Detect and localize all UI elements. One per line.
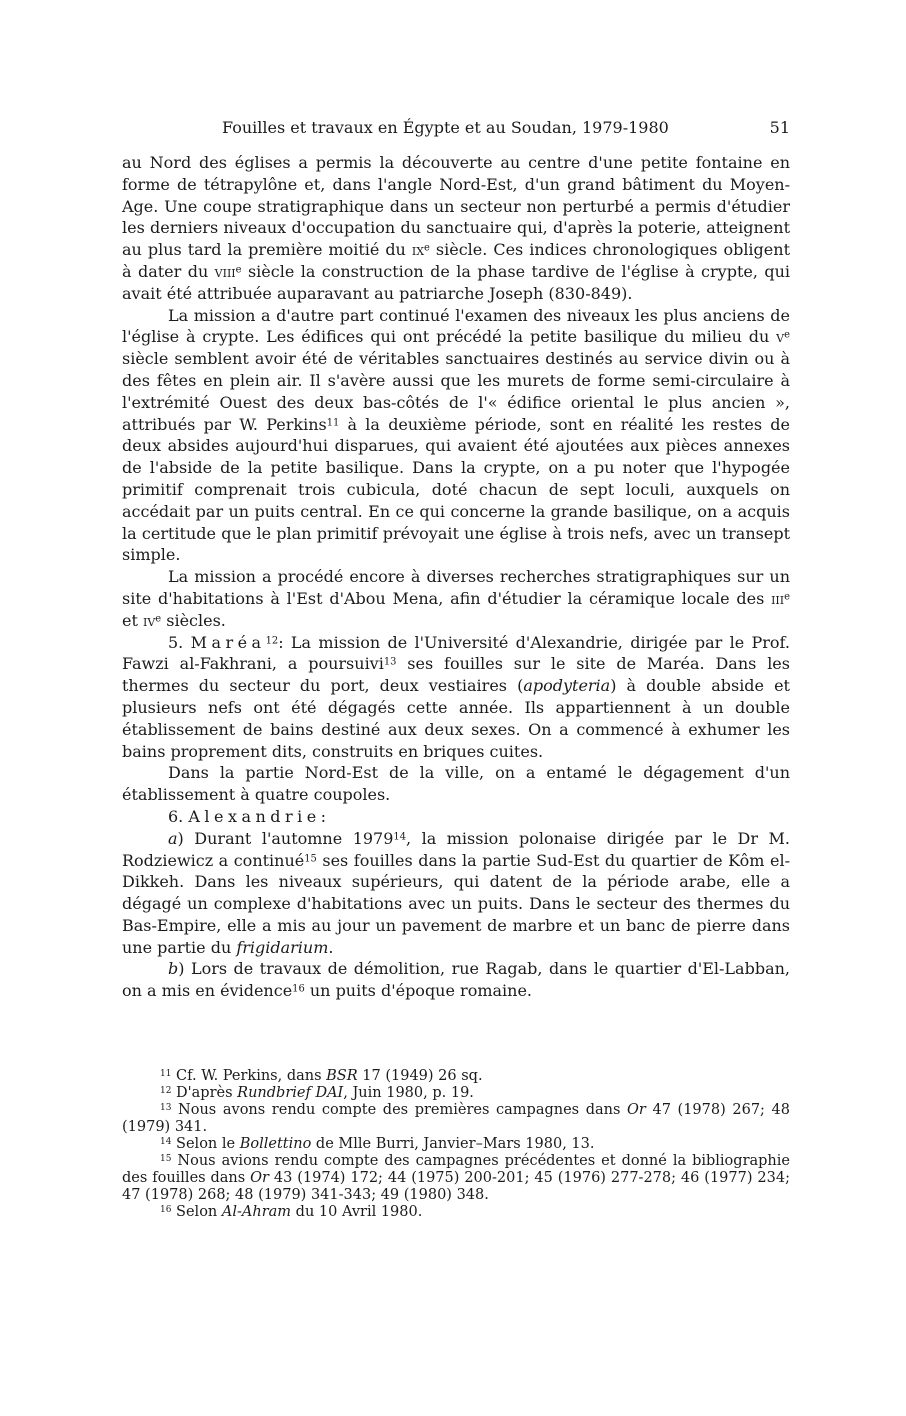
- footnote: $^{16}$ Selon Al-Ahram du 10 Avril 1980.: [160, 1204, 423, 1220]
- paragraph: au Nord des églises a permis la découverte au centre d'une petite fontaine en forme de tétrapylône et, dans l'angle Nord-Est, d'un grand bâtiment du Moyen-Age. Une coupe stratigraphique dans un secteur non perturbé a permis d'étudier les derniers niveaux d'occupation du sanctuaire qui, d'après la poterie, atteignent au plus tard la première moitié du $ix^e$ siècle. Ces indices chronologiques obligent à dater du viii$^e$ siècle la construction de la phase tardive de l'église à crypte, qui avait été attribuée auparavant au patriarche Joseph (830-849).: [122, 153, 791, 303]
- paragraph: Dans la partie Nord-Est de la ville, on a entamé le dégagement d'un établissement à quatre coupoles.: [122, 763, 790, 805]
- footnote-ref: 12: [265, 635, 279, 647]
- footnote: $^{12}$ D'après Rundbrief DAI, Juin 1980, p. 19.: [160, 1085, 474, 1101]
- footnote-number: 12: [160, 1085, 172, 1096]
- section-heading: Alexandrie: [188, 806, 321, 826]
- footnote: $^{15}$ Nous avions rendu compte des campagnes précédentes et donné la bibliographie des fouilles dans Or 43 (1974) 172; 44 (1975) 200-201; 45 (1976) 277-278; 46 (1977) 234; 47 (1978) 268; 48 (1979) 341-343; 49 (1980) 348.: [122, 1153, 790, 1203]
- page-number: 51: [769, 118, 790, 137]
- footnote-ref: 14: [393, 831, 407, 843]
- paragraph: La mission a procédé encore à diverses recherches stratigraphiques sur un site d'habitations à l'Est d'Abou Mena, afin d'étudier la céramique locale des iii$^e$ et $iv^e$ siècles.: [122, 567, 790, 630]
- footnote-number: 16: [160, 1204, 172, 1215]
- footnote: $^{11}$ Cf. W. Perkins, dans BSR 17 (1949) 26 sq.: [160, 1068, 483, 1084]
- running-title: Fouilles et travaux en Égypte et au Soudan, 1979-1980: [222, 118, 669, 137]
- footnote-number: 14: [160, 1136, 172, 1147]
- footnote-number: 13: [160, 1102, 172, 1113]
- paragraph: b) Lors de travaux de démolition, rue Ragab, dans le quartier d'El-Labban, on a mis en évidence$^{16}$ un puits d'époque romaine.: [122, 959, 790, 1001]
- section-maréa: 5. Maréa$^{12}$: La mission de l'Université d'Alexandrie, dirigée par le Prof. Fawzi al-Fakhrani, a poursuivi$^{13}$ ses fouilles sur le site de Maréa. Dans les thermes du secteur du port, deux vestiaires (apodyteria) à double abside et plusieurs nefs ont été dégagés cette année. Ils appartiennent à un double établissement de bains destiné aux deux sexes. On a commencé à exhumer les bains proprement dits, construits en briques cuites.: [122, 632, 790, 761]
- footnote-number: 11: [160, 1068, 172, 1079]
- paragraph: La mission a d'autre part continué l'examen des niveaux les plus anciens de l'église à crypte. Les édifices qui ont précédé la petite basilique du milieu du $v^e$ siècle semblent avoir été de véritables sanctuaires destinés au service divin ou à des fêtes en plein air. Il s'avère aussi que les murets de forme semi-circulaire à l'extrémité Ouest des deux bas-côtés de l'« édifice oriental le plus ancien », attribués par W. Perkins$^{11}$ à la deuxième période, sont en réalité les restes de deux absides aujourd'hui disparues, qui avaient été ajoutées aux pièces annexes de l'abside de la petite basilique. Dans la crypte, on a pu noter que l'hypogée primitif comprenait trois cubicula, doté chacun de sept loculi, auxquels on accédait par un puits central. En ce qui concerne la grande basilique, on a acquis la certitude que le plan primitif prévoyait une église à trois nefs, avec un transept simple.: [122, 305, 790, 565]
- page-header: [122, 118, 790, 140]
- footnote-ref: 16: [292, 983, 305, 995]
- footnote-ref: 11: [326, 417, 340, 429]
- footnote: $^{13}$ Nous avons rendu compte des premières campagnes dans Or 47 (1978) 267; 48 (1979) 341.: [122, 1102, 790, 1135]
- footnotes: [122, 1068, 790, 1221]
- section-heading: Maréa: [190, 632, 266, 652]
- footnote-ref: 13: [383, 656, 397, 668]
- paragraph: a) Durant l'automne 1979$^{14}$, la mission polonaise dirigée par le Dr M. Rodziewicz a continué$^{15}$ ses fouilles dans la partie Sud-Est du quartier de Kôm el-Dikkeh. Dans les niveaux supérieurs, qui datent de la période arabe, elle a dégagé un complexe d'habitations avec un puits. Dans le secteur des thermes du Bas-Empire, elle a mis au jour un pavement de marbre et un banc de pierre dans une partie du frigidarium.: [122, 828, 790, 957]
- section-alexandrie: 6. Alexandrie:: [168, 806, 327, 826]
- body-text: [122, 152, 790, 1002]
- footnote-ref: 15: [304, 853, 317, 865]
- footnote: $^{14}$ Selon le Bollettino de Mlle Burri, Janvier–Mars 1980, 13.: [160, 1136, 595, 1152]
- footnote-number: 15: [160, 1153, 172, 1164]
